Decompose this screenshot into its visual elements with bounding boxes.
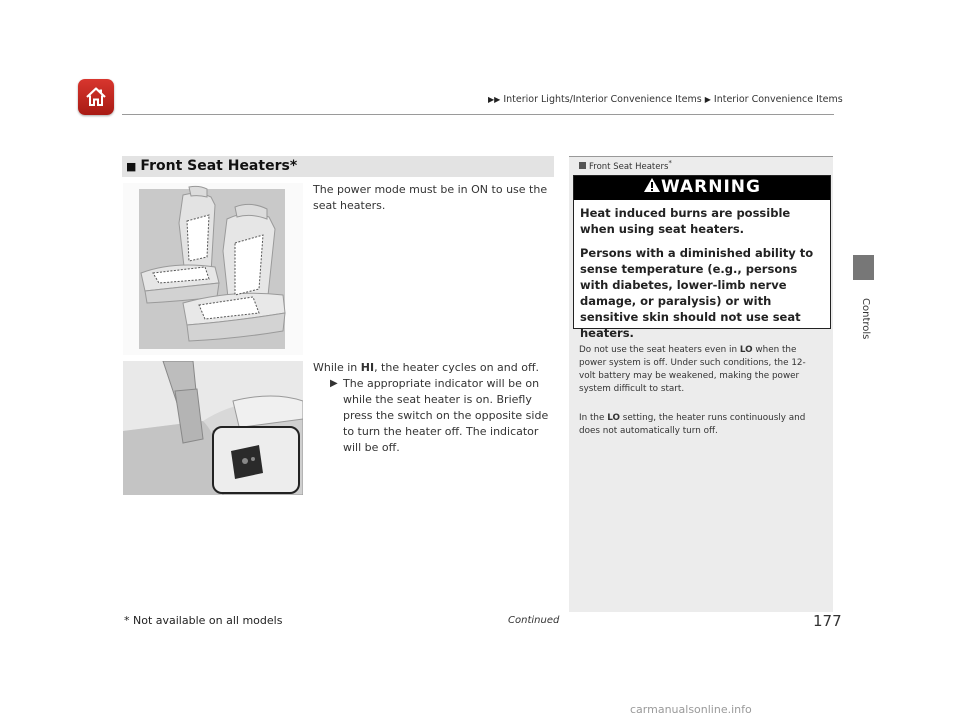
breadcrumb-item-2[interactable]: Interior Convenience Items: [713, 94, 843, 105]
lo-label: LO: [607, 413, 620, 423]
lo-label: LO: [739, 345, 753, 355]
warning-text-persons: Persons with a diminished ability to sense temperature (e.g., persons with diabetes, lower-limb nerve damage, or paralysis) or with sensitive skin should not use seat heaters.: [580, 246, 814, 340]
sidebar-note-lo-setting: [579, 412, 819, 438]
indicator-text-block: [330, 376, 554, 456]
note2-b: setting, the heater runs continuously and does not automatically turn off.: [579, 413, 806, 436]
header-divider: [122, 114, 834, 115]
warning-text-burns: Heat induced burns are possible when using seat heaters.: [580, 206, 791, 236]
sidebar-title-text: Front Seat Heaters: [589, 161, 669, 172]
breadcrumb-arrow-icon: ▶▶: [488, 95, 501, 104]
footnote: * Not available on all models: [124, 614, 283, 627]
power-mode-text: The power mode must be in ON to use the seat heaters.: [313, 183, 548, 212]
page-number: 177: [813, 612, 842, 630]
section-square-icon: ■: [126, 160, 137, 173]
hi-mode-prefix: While in: [313, 361, 361, 374]
note1-b: when the power system is off. Under such conditions, the 12-volt battery may be weakened, making the power system difficult to start.: [579, 345, 806, 394]
note1-a: Do not use the seat heaters even in: [579, 345, 740, 355]
sidebar-note-power-off: [579, 344, 819, 396]
seat-heaters-illustration: [123, 183, 303, 355]
hi-mode-text: [313, 360, 549, 376]
sidebar-marker-icon: [579, 162, 586, 169]
seat-heater-switch-illustration: [123, 361, 303, 495]
sidebar-asterisk: *: [668, 158, 672, 167]
continued-label: Continued: [508, 615, 560, 626]
section-title-text: Front Seat Heaters: [140, 158, 290, 174]
breadcrumb-item-1[interactable]: Interior Lights/Interior Convenience Items: [503, 94, 702, 105]
section-asterisk: *: [289, 158, 298, 174]
sub-arrow-icon: ▶: [330, 378, 338, 389]
warning-header: [574, 176, 830, 200]
breadcrumb: [488, 94, 843, 105]
section-title: [126, 158, 297, 174]
breadcrumb-arrow-icon: ▶: [704, 95, 711, 104]
home-icon: [84, 85, 108, 109]
note2-a: In the: [579, 413, 608, 423]
watermark: carmanualsonline.info: [630, 703, 752, 716]
hi-label: HI: [360, 361, 375, 374]
indicator-text: The appropriate indicator will be on while the seat heater is on. Briefly press the switch on the opposite side to turn the heater off. The indicator will be off.: [343, 377, 549, 454]
chapter-tab-marker: [853, 255, 874, 280]
warning-triangle-icon: [643, 177, 661, 193]
home-button[interactable]: [78, 79, 114, 115]
warning-label: WARNING: [661, 177, 761, 197]
hi-mode-suffix: , the heater cycles on and off.: [374, 361, 540, 374]
sidebar-title: [579, 158, 672, 172]
chapter-tab-label[interactable]: Controls: [860, 298, 871, 340]
